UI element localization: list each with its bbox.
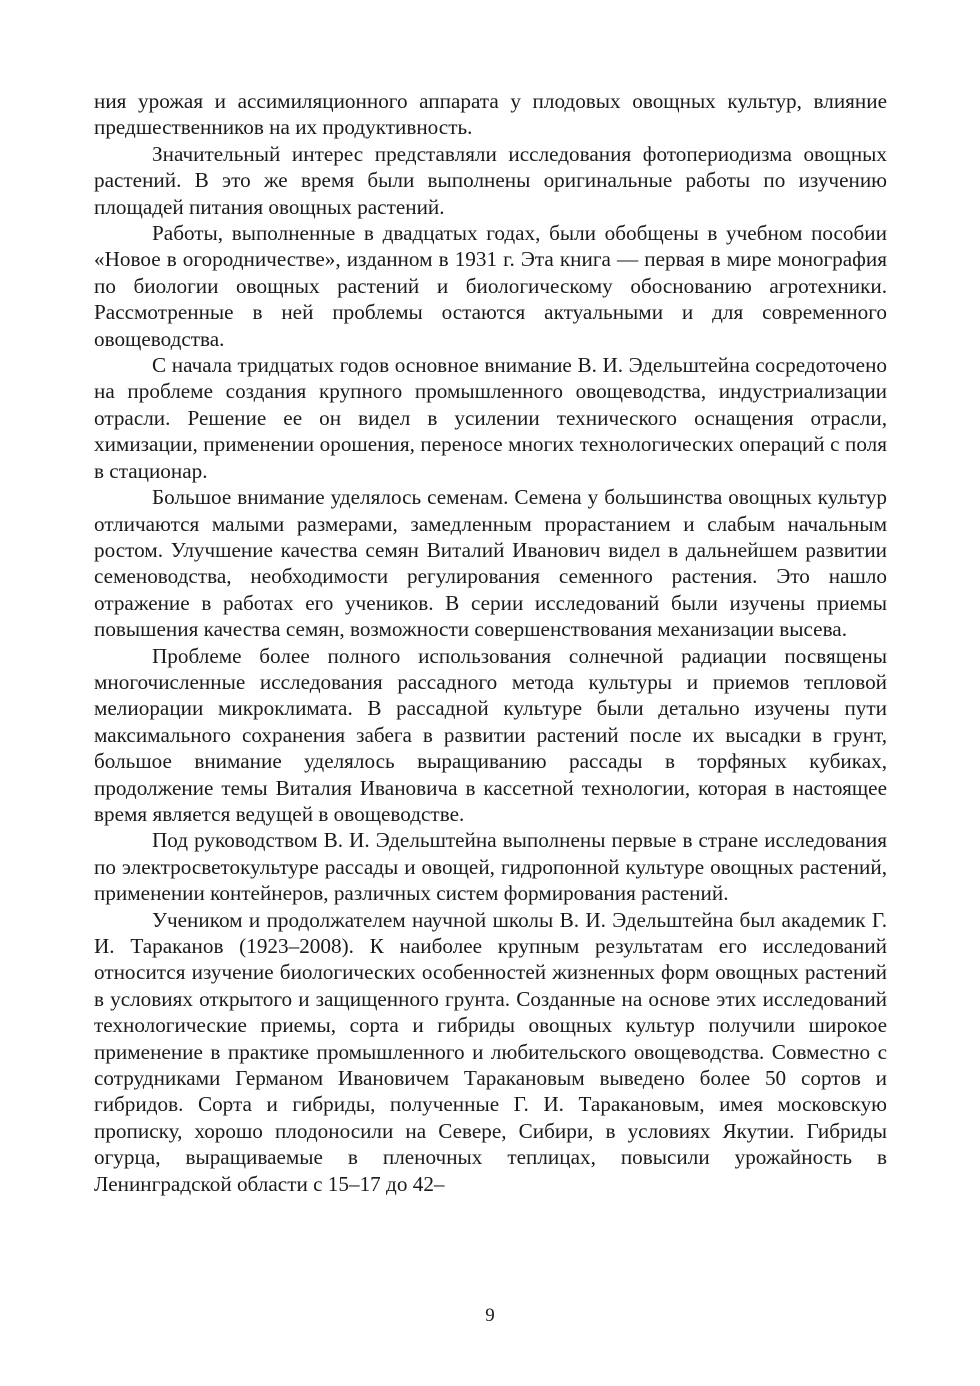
paragraph-3: Работы, выполненные в двадцатых годах, были обобщены в учебном пособии «Новое в огородничестве», изданном в 1931 г. Эта книга — первая в мире монография по биологии овощных растений и биологическому обоснованию агротехники. Рассмотренные в ней проблемы остаются актуальными и для современного овощеводства. — [94, 221, 887, 351]
paragraph-4: С начала тридцатых годов основное внимание В. И. Эдельштейна сосредоточено на проблеме создания крупного промышленного овощеводства, индустриализации отрасли. Решение ее он видел в усилении технического оснащения отрасли, химизации, применении орошения, переносе многих технологических операций с поля в стационар. — [94, 353, 887, 483]
paragraph-6: Проблеме более полного использования солнечной радиации посвящены многочисленные исследования рассадного метода культуры и приемов тепловой мелиорации микроклимата. В рассадной культуре были детально изучены пути максимального сохранения забега в развитии растений после их высадки в грунт, большое внимание уделялось выращиванию рассады в торфяных кубиках, продолжение темы Виталия Ивановича в кассетной технологии, которая в настоящее время является ведущей в овощеводстве. — [94, 643, 887, 826]
paragraph-5: Большое внимание уделялось семенам. Семена у большинства овощных культур отличаются малыми размерами, замедленным прорастанием и слабым начальным ростом. Улучшение качества семян Виталий Иванович видел в дальнейшем развитии семеноводства, необходимости регулирования семенного растения. Это нашло отражение в работах его учеников. В серии исследований были изучены приемы повышения качества семян, возможности совершенствования механизации высева. — [94, 485, 887, 642]
page-number: 9 — [485, 1305, 495, 1326]
paragraph-8: Учеником и продолжателем научной школы В. И. Эдельштейна был академик Г. И. Тараканов (1923–2008). К наиболее крупным результатам его исследований относится изучение биологических особенностей жизненных форм овощных растений в условиях открытого и защищенного грунта. Созданные на основе этих исследований технологические приемы, сорта и гибриды овощных культур получили широкое применение в практике промышленного и любительского овощеводства. Совместно с сотрудниками Германом Ивановичем Таракановым выведено более 50 сортов и гибридов. Сорта и гибриды, полученные Г. И. Таракановым, имея московскую прописку, хорошо плодоносили на Севере, Сибири, в условиях Якутии. Гибриды огурца, выращиваемые в пленочных теплицах, повысили урожайность в Ленинградской области с 15–17 до 42– — [94, 907, 887, 1196]
paragraph-2: Значительный интерес представляли исследования фотопериодизма овощных растений. В это же время были выполнены оригинальные работы по изучению площадей питания овощных растений. — [94, 141, 887, 219]
paragraph-7: Под руководством В. И. Эдельштейна выполнены первые в стране исследования по электросветокультуре рассады и овощей, гидропонной культуре овощных растений, применении контейнеров, различных систем формирования растений. — [94, 828, 887, 906]
paragraph-1: ния урожая и ассимиляционного аппарата у плодовых овощных культур, влияние предшественников на их продуктивность. — [94, 89, 887, 140]
document-body — [94, 88, 887, 1197]
